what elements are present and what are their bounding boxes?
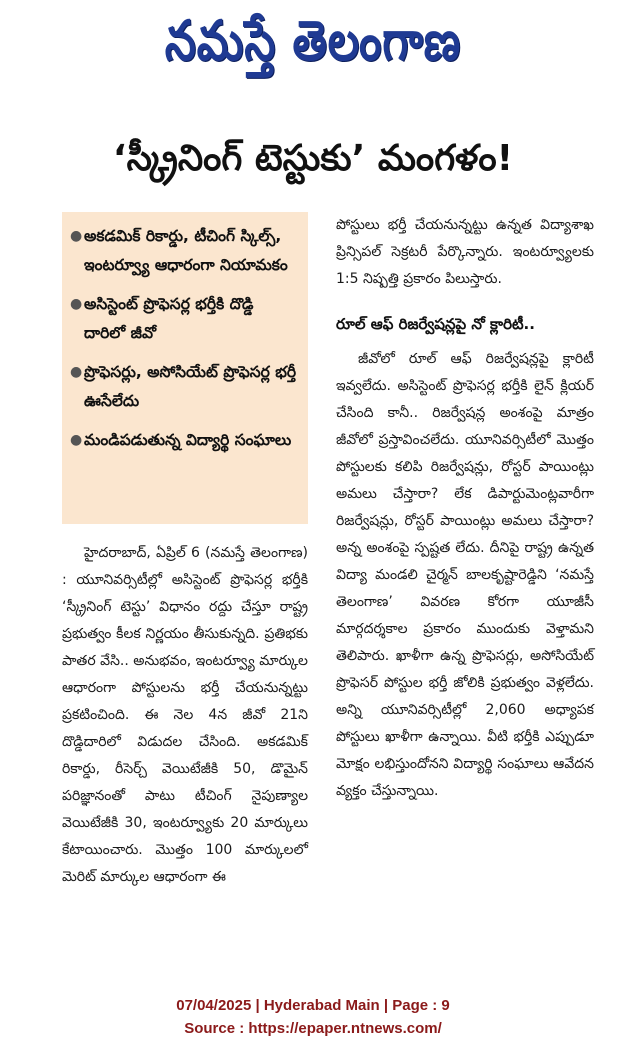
highlight-item — [70, 426, 300, 455]
article-continuation: పోస్టులు భర్తీ చేయనున్నట్టు ఉన్నత విద్యాశాఖ ప్రిన్సిపల్ సెక్రటరీ పేర్కొన్నారు. ఇంటర్వ్యూలకు 1:5 నిష్పత్తి ప్రకారం పిలుస్తారు. — [336, 217, 594, 287]
article-paragraph: హైదరాబాద్, ఏప్రిల్ 6 (నమస్తే తెలంగాణ) : యూనివర్సిటీల్లో అసిస్టెంట్ ప్రొఫెసర్ల భర్తీకి ‘స్క్రీనింగ్ టెస్టు’ విధానం రద్దు చేస్తూ రాష్ట్ర ప్రభుత్వం కీలక నిర్ణయం తీసుకున్నది. ప్రతిభకు పాతర వేసి.. అనుభవం, ఇంటర్వ్యూ మార్కుల ఆధారంగా పోస్టులను భర్తీ చేయనున్నట్టు ప్రకటించింది. ఈ నెల 4న జీవో 21ని దొడ్డిదారిలో విడుదల చేసింది. అకడమిక్ రికార్డు, రీసెర్చ్ వెయిటేజీకి 50, డొమైన్ పరిజ్ఞానంతో పాటు టీచింగ్ నైపుణ్యాల వెయిటేజీకి 30, ఇంటర్వ్యూకు 20 మార్కులు కేటాయించారు. మొత్తం 100 మార్కులలో మెరిట్ మార్కుల ఆధారంగా ఈ — [62, 545, 308, 885]
footer-date-edition: 07/04/2025 | Hyderabad Main | Page : 9 — [176, 997, 450, 1014]
highlights-box — [62, 212, 308, 524]
footer — [0, 994, 626, 1040]
article-subheading: రూల్ ఆఫ్ రిజర్వేషన్లపై నో క్లారిటీ.. — [336, 315, 535, 333]
masthead — [0, 0, 626, 95]
masthead-title: నమస్తే తెలంగాణ — [164, 8, 462, 73]
footer-source: Source : https://epaper.ntnews.com/ — [184, 1020, 442, 1037]
article-column-right — [336, 212, 594, 805]
article-paragraph: జీవోలో రూల్ ఆఫ్ రిజర్వేషన్లపై క్లారిటీ ఇవ్వలేదు. అసిస్టెంట్ ప్రొఫెసర్ల భర్తీకి లైన్ క్లియర్ చేసింది కానీ.. రిజర్వేషన్ల అంశంపై మాత్రం జీవోలో ప్రస్తావించలేదు. యూనివర్సిటీలో మొత్తం పోస్టులకు కలిపి రిజర్వేషన్లు, రోస్టర్ పాయింట్లు అమలు చేస్తారా? లేక డిపార్టుమెంట్లవారీగా రిజర్వేషన్లు, రోస్టర్ పాయింట్లు అమలు చేస్తారా? అన్న అంశంపై స్పష్టత లేదు. దీనిపై రాష్ట్ర ఉన్నత విద్యా మండలి చైర్మన్ బాలకృష్టారెడ్డిని ‘నమస్తే తెలంగాణ’ వివరణ కోరగా యూజీసీ మార్గదర్శకాల ప్రకారం ముందుకు వెళ్తామని తెలిపారు. ఖాళీగా ఉన్న ప్రొఫెసర్లు, అసోసియేట్ ప్రొఫెసర్ పోస్టుల భర్తీ జోలికి ప్రభుత్వం వెళ్లలేదు. అన్ని యూనివర్సిటీల్లో 2,060 అధ్యాపక పోస్టులు ఖాళీగా ఉన్నాయి. వీటి భర్తీకి ఎప్పుడూ మోక్షం లభిస్తుందోనని విద్యార్థి సంఘాలు ఆవేదన వ్యక్తం చేస్తున్నాయి. — [336, 351, 594, 799]
highlight-text: ప్రొఫెసర్లు, అసోసియేట్ ప్రొఫెసర్ల భర్తీ ఊసేలేదు — [84, 363, 297, 410]
headline-text: ‘స్క్రీనింగ్ టెస్టుకు’ మంగళం! — [112, 138, 514, 179]
bullet-icon: ● — [70, 432, 83, 448]
highlight-text: అసిస్టెంట్ ప్రొఫెసర్ల భర్తీకి దొడ్డి దారిలో జీవో — [84, 295, 254, 342]
highlight-text: మండిపడుతున్న విద్యార్థి సంఘాలు — [84, 431, 292, 449]
highlight-text: అకడమిక్ రికార్డు, టీచింగ్ స్కిల్స్, ఇంటర్వ్యూ ఆధారంగా నియామకం — [84, 227, 288, 274]
highlight-item — [70, 222, 300, 280]
article-column-left — [62, 540, 308, 891]
bullet-icon: ● — [70, 364, 83, 380]
highlight-item — [70, 290, 300, 348]
bullet-icon: ● — [70, 228, 83, 244]
highlight-item — [70, 358, 300, 416]
headline — [0, 128, 626, 198]
bullet-icon: ● — [70, 296, 83, 312]
